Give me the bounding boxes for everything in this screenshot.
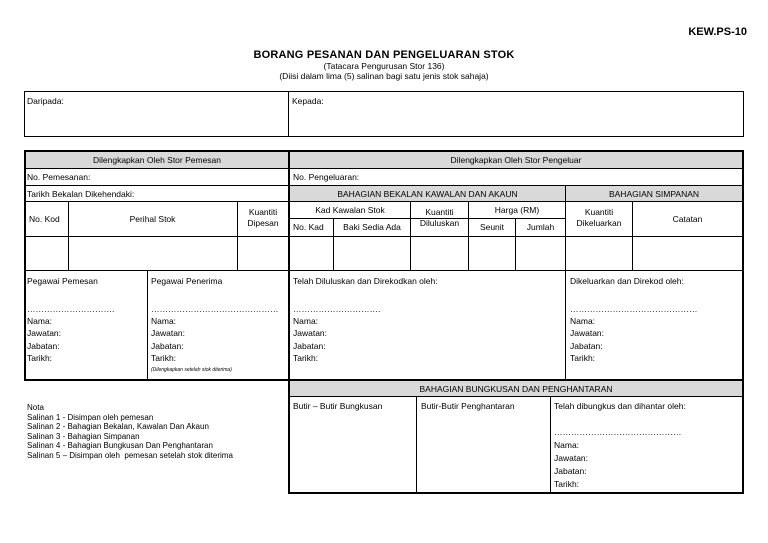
col-item: Perihal Stok	[129, 214, 176, 224]
approved-by-label: Telah Diluluskan dan Direkodkan oleh:	[293, 276, 438, 286]
form-subtitle-1: (Tatacara Pengurusan Stor 136)	[323, 61, 445, 71]
orderer-date-label: Tarikh:	[27, 353, 53, 363]
approver-name-label: Nama:	[293, 316, 319, 326]
col-qty-issued-1: Kuantiti	[584, 207, 614, 217]
form-title: BORANG PESANAN DAN PENGELUARAN STOK	[253, 49, 515, 61]
form-code: KEW.PS-10	[688, 26, 747, 38]
col-price: Harga (RM)	[494, 205, 540, 215]
from-to-box	[24, 91, 744, 137]
right-section-header: Dilengkapkan Oleh Stor Pengeluar	[450, 155, 582, 165]
col-qty-approved-2: Diluluskan	[419, 218, 460, 228]
approver-date-label: Tarikh:	[293, 353, 319, 363]
from-label: Daripada:	[27, 96, 64, 106]
orderer-name-label: Nama:	[27, 316, 53, 326]
issuer-name-label: Nama:	[570, 316, 596, 326]
packaging-section-header: BAHAGIAN BUNGKUSAN DAN PENGHANTARAN	[419, 384, 613, 394]
orderer-signature-line: ………………………….	[27, 304, 115, 314]
orderer-department-label: Jabatan:	[27, 341, 60, 351]
form-subtitle-2: (Diisi dalam lima (5) salinan bagi satu jenis stok sahaja)	[279, 71, 489, 81]
col-code: No. Kod	[29, 214, 60, 224]
col-total: Jumlah	[526, 222, 555, 232]
receiver-signature-line: ………………………………………	[151, 304, 279, 314]
nota-line-3: Salinan 3 - Bahagian Simpanan	[27, 431, 140, 441]
receiver-position-label: Jawatan:	[151, 328, 186, 338]
officer-receiver-label: Pegawai Penerima	[151, 276, 223, 286]
col-qty-approved-1: Kuantiti	[425, 207, 454, 217]
order-no-label: No. Pemesanan:	[27, 172, 91, 182]
col-qty-ordered-1: Kuantiti	[248, 207, 278, 217]
officer-orderer-label: Pegawai Pemesan	[27, 276, 98, 286]
received-note: (Dilengkapkan setelah stok diterima)	[151, 367, 232, 373]
col-notes: Catatan	[672, 214, 703, 224]
col-balance: Baki Sedia Ada	[343, 222, 401, 232]
receiver-department-label: Jabatan:	[151, 341, 184, 351]
col-unit: Seunit	[479, 222, 505, 232]
approver-position-label: Jawatan:	[293, 328, 328, 338]
supply-section-header: BAHAGIAN BEKALAN KAWALAN DAN AKAUN	[337, 189, 518, 199]
col-qty-issued-2: Dikeluarkan	[576, 218, 622, 228]
approver-signature-line: ………………………….	[293, 304, 381, 314]
to-label: Kepada:	[292, 96, 324, 106]
packer-date-label: Tarikh:	[554, 479, 580, 489]
nota-line-5: Salinan 5 – Disimpan oleh pemesan setelah stok diterima	[27, 450, 233, 460]
packer-name-label: Nama:	[554, 440, 580, 450]
nota-title: Nota	[27, 403, 44, 412]
receiver-date-label: Tarikh:	[151, 353, 177, 363]
packer-department-label: Jabatan:	[554, 466, 587, 476]
packer-signature-line: ………………………………………	[554, 427, 682, 437]
packed-by-label: Telah dibungkus dan dihantar oleh:	[554, 401, 686, 411]
issued-by-label: Dikeluarkan dan Direkod oleh:	[570, 276, 684, 286]
issuer-signature-line: ………………………………………	[570, 304, 698, 314]
nota-line-4: Salinan 4 - Bahagian Bungkusan Dan Penghantaran	[27, 441, 213, 450]
issuer-department-label: Jabatan:	[570, 341, 603, 351]
col-card-no: No. Kad	[293, 222, 324, 232]
issuer-position-label: Jawatan:	[570, 328, 605, 338]
approver-department-label: Jabatan:	[293, 341, 326, 351]
col-stock-card: Kad Kawalan Stok	[315, 205, 385, 215]
col-qty-ordered-2: Dipesan	[247, 218, 279, 228]
nota-line-1: Salinan 1 - Disimpan oleh pemesan	[27, 412, 154, 422]
packaging-details-label: Butir – Butir Bungkusan	[293, 401, 383, 411]
receiver-name-label: Nama:	[151, 316, 177, 326]
storage-section-header: BAHAGIAN SIMPANAN	[608, 189, 700, 199]
nota-line-2: Salinan 2 - Bahagian Bekalan, Kawalan Dan Akaun	[27, 422, 209, 431]
delivery-details-label: Butir-Butir Penghantaran	[421, 401, 515, 411]
left-section-header: Dilengkapkan Oleh Stor Pemesan	[92, 155, 222, 165]
supply-date-label: Tarikh Bekalan Dikehendaki:	[27, 189, 135, 199]
packer-position-label: Jawatan:	[554, 453, 589, 463]
orderer-position-label: Jawatan:	[27, 328, 62, 338]
issue-no-label: No. Pengeluaran:	[293, 172, 360, 182]
issuer-date-label: Tarikh:	[570, 353, 596, 363]
